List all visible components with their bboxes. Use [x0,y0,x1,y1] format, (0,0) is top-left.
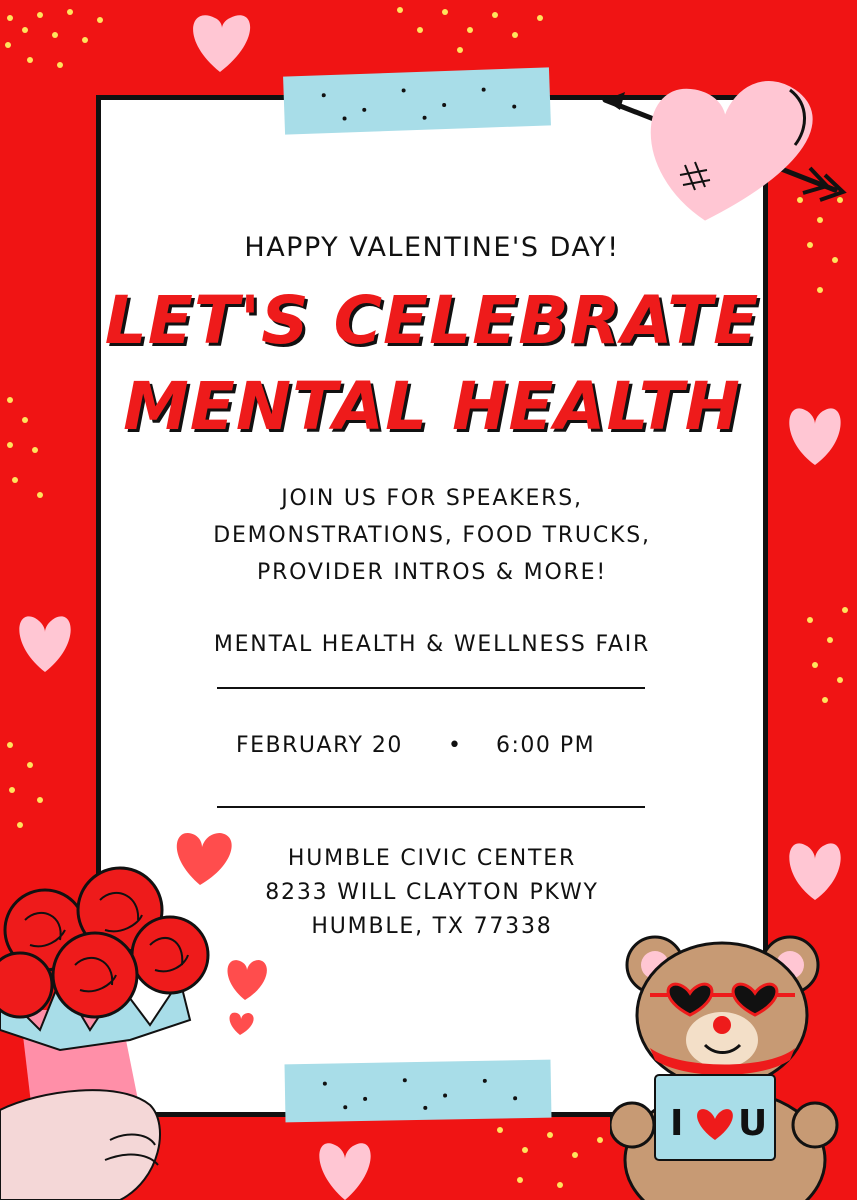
bear-sign-left: I [670,1103,684,1144]
city-state-zip: HUMBLE, TX 77338 [311,914,553,939]
event-time: 6:00 PM [496,733,596,758]
event-name: MENTAL HEALTH & WELLNESS FAIR [213,632,651,657]
description-line: DEMONSTRATIONS, FOOD TRUCKS, [213,523,651,548]
rose-bouquet-icon [0,860,240,1200]
greeting-text: HAPPY VALENTINE'S DAY! [244,232,620,263]
venue-name: HUMBLE CIVIC CENTER [287,846,577,871]
separator-dot: • [448,733,463,758]
headline-line-2: MENTAL HEALTH [123,368,741,445]
washi-tape-icon [283,67,551,134]
divider [217,687,645,689]
street-address: 8233 WILL CLAYTON PKWY [265,880,599,905]
arrow-heart-icon [595,50,855,250]
description [96,480,768,591]
heart-icon [19,616,70,672]
event-date: FEBRUARY 20 [236,733,403,758]
description-line: PROVIDER INTROS & MORE! [257,560,607,585]
teddy-bear-icon [610,930,840,1200]
description-line: JOIN US FOR SPEAKERS, [281,486,583,511]
heart-icon [789,408,840,465]
heart-icon [789,843,840,900]
divider [217,806,645,808]
heart-icon [193,15,250,72]
bear-sign-right: U [738,1103,768,1144]
heart-icon [319,1143,370,1200]
headline-line-1: LET'S CELEBRATE [104,282,760,359]
washi-tape-icon [285,1060,552,1123]
